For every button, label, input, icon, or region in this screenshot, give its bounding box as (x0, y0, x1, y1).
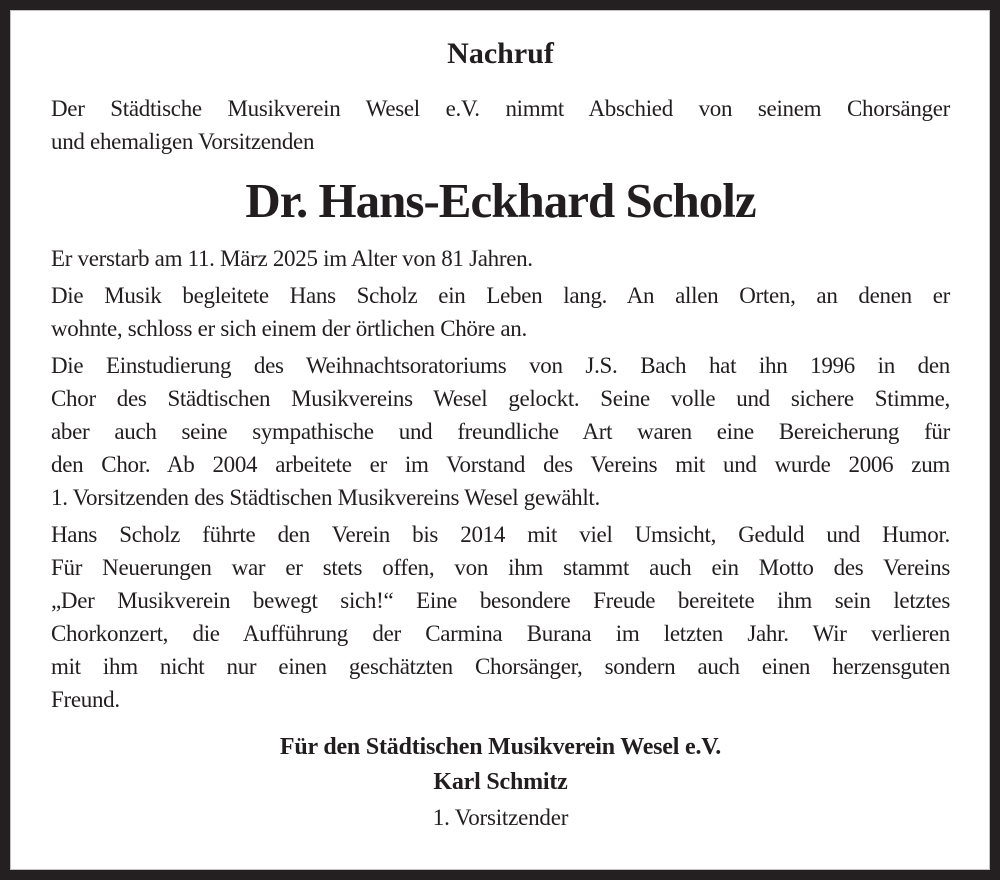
body-line: Er verstarb am 11. März 2025 im Alter von 81 Jahren. (51, 246, 533, 271)
body-line: Freund. (51, 687, 120, 712)
body-line: Chorkonzert, die Aufführung der Carmina Burana im letzten Jahr. Wir verlieren (51, 621, 950, 646)
notice-title: Nachruf (447, 37, 554, 70)
paragraph-music-life (51, 279, 950, 345)
intro-line: und ehemaligen Vorsitzenden (51, 129, 315, 154)
body-line: Für Neuerungen war er stets offen, von ihm stammt auch ein Motto des Vereins (51, 555, 950, 580)
body-line: den Chor. Ab 2004 arbeitete er im Vorstand des Vereins mit und wurde 2006 zum (51, 452, 950, 477)
body-line: wohnte, schloss er sich einem der örtlichen Chöre an. (51, 316, 527, 341)
closing-organization: Für den Städtischen Musikverein Wesel e.V. (279, 734, 722, 760)
body-line: „Der Musikverein bewegt sich!“ Eine besondere Freude bereitete ihm sein letztes (51, 588, 950, 613)
deceased-name: Dr. Hans-Eckhard Scholz (245, 173, 756, 228)
paragraph-leadership (51, 518, 950, 716)
body-line: mit ihm nicht nur einen geschätzten Chorsänger, sondern auch einen herzensguten (51, 654, 950, 679)
body-line: Die Einstudierung des Weihnachtsoratoriums von J.S. Bach hat ihn 1996 in den (51, 353, 950, 378)
body-line: Die Musik begleitete Hans Scholz ein Leben lang. An allen Orten, an denen er (51, 283, 950, 308)
paragraph-choir-history (51, 349, 950, 514)
body-line: Chor des Städtischen Musikvereins Wesel gelockt. Seine volle und sichere Stimme, (51, 386, 950, 411)
body-line: 1. Vorsitzenden des Städtischen Musikvereins Wesel gewählt. (51, 485, 600, 510)
closing-signatory-name: Karl Schmitz (433, 769, 568, 795)
closing-signatory-role: 1. Vorsitzender (432, 805, 569, 830)
body-line: Hans Scholz führte den Verein bis 2014 mit viel Umsicht, Geduld und Humor. (51, 522, 950, 547)
closing-block (51, 730, 950, 835)
paragraph-death-date (51, 242, 950, 275)
intro-paragraph (51, 92, 950, 158)
body-line: aber auch seine sympathische und freundliche Art waren eine Bereicherung für (51, 419, 950, 444)
intro-line: Der Städtische Musikverein Wesel e.V. nimmt Abschied von seinem Chorsänger (51, 96, 950, 121)
